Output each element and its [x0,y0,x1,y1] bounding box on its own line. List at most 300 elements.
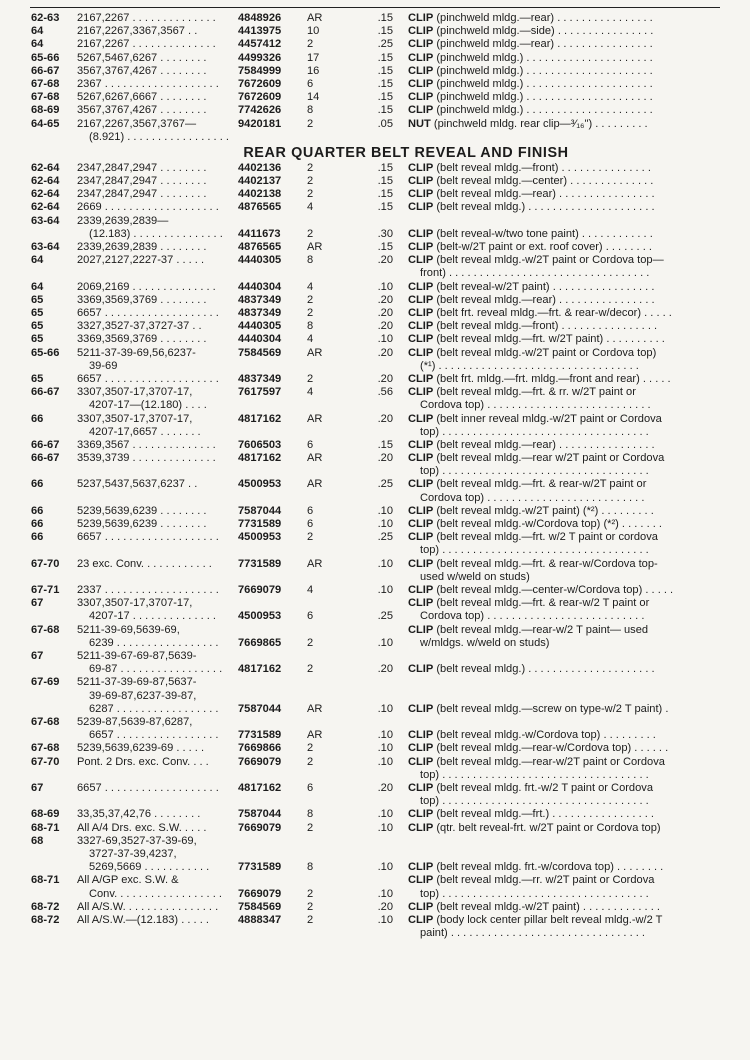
part-description [408,663,721,676]
quantity: 6 [307,518,314,531]
year-range: 66-67 [31,438,60,451]
model-line: 3369,3569,3769 . . . . . . . . [77,333,207,346]
quantity: 17 [307,51,320,64]
part-row [31,373,721,386]
model-line: All A/S.W. . . . . . . . . . . . . . . . [77,900,219,913]
description-line: CLIP (pinchweld mldg.—rear) . . . . . . . . . . . . . . . . [408,12,653,24]
part-description [408,175,721,188]
quantity: 2 [307,188,314,201]
description-line: CLIP (qtr. belt reveal-frt. w/2T paint or Cordova top) [408,821,661,834]
quantity: AR [307,478,323,491]
part-number: 4411673 [238,227,281,240]
part-type: CLIP [408,280,434,293]
part-number: 7731589 [238,729,282,742]
description-line: CLIP (pinchweld mldg.—rear) . . . . . . . . . . . . . . . . [408,38,653,51]
part-description [408,347,721,373]
part-row [31,413,721,439]
price: .25 [377,610,393,623]
part-type: CLIP [408,900,434,913]
year-range: 65 [31,293,44,306]
description-line: CLIP (belt reveal mldg.-w/Cordova top) . . . . . . . . . [408,729,656,742]
year-range: 67-68 [31,742,60,755]
part-type: CLIP [408,531,434,544]
model-line: 6657 . . . . . . . . . . . . . . . . . . . [77,531,219,544]
price: .15 [377,201,393,214]
year-range: 66 [31,412,44,425]
part-row [31,901,721,914]
part-number: 7669866 [238,742,282,755]
part-description [408,808,721,821]
year-range: 64 [31,254,44,267]
model-line: All A/S.W.—(12.183) . . . . . [77,913,209,926]
quantity: 2 [307,372,314,385]
part-description [408,38,721,51]
part-type: CLIP [408,781,434,794]
part-type: CLIP [408,386,434,399]
quantity: AR [307,729,323,742]
price: .20 [377,452,393,465]
quantity: AR [307,12,323,24]
part-type: CLIP [408,623,434,636]
model-line: 2339,2639,2839 . . . . . . . . [77,241,207,254]
quantity: 6 [307,781,314,794]
year-range: 68-72 [31,900,60,913]
price: .10 [377,808,393,821]
quantity: 2 [307,900,314,913]
quantity: 16 [307,64,320,77]
model-line: 5211-39-69,5639-69, [77,623,180,636]
quantity: 2 [307,161,314,174]
part-number: 4817162 [238,452,282,465]
year-range: 66-67 [31,452,60,465]
part-row [31,716,721,742]
part-description [408,373,721,386]
description-line: CLIP (belt reveal mldg.—frt. & rear-w/2T paint or [408,478,647,491]
part-description [408,505,721,518]
model-line: 5237,5437,5637,6237 . . [77,478,198,491]
part-row [31,386,721,412]
part-row [31,914,721,940]
price: .10 [377,861,393,874]
price: .20 [377,663,393,676]
part-type: CLIP [408,478,434,491]
price: .10 [377,887,393,900]
model-line: 3307,3507-17,3707-17, [77,386,193,399]
part-row [31,808,721,821]
description-line: CLIP (pinchweld mldg.—side) . . . . . . . . . . . . . . . . [408,25,654,38]
part-description [408,241,721,254]
part-number: 7606503 [238,438,282,451]
part-number: 4848926 [238,12,282,24]
model-line: 5211-39-67-69-87,5639- [77,650,197,662]
part-number: 4888347 [238,913,282,926]
part-number: 4876565 [238,201,282,214]
model-line: 2069,2169 . . . . . . . . . . . . . . [77,280,216,293]
part-row [31,558,721,584]
part-row [31,281,721,294]
year-range: 62-64 [31,175,60,188]
section-title: REAR QUARTER BELT REVEAL AND FINISH [243,144,569,161]
description-line: CLIP (pinchweld mldg.) . . . . . . . . . . . . . . . . . . . . . [408,77,653,90]
part-description [408,531,721,557]
year-range: 65-66 [31,346,60,359]
part-row [31,254,721,280]
part-row [31,822,721,835]
part-row [31,175,721,188]
model-line: 3307,3507-17,3707-17, [77,412,193,425]
quantity: 2 [307,293,314,306]
part-number: 7584999 [238,64,282,77]
price: .20 [377,781,393,794]
price: .10 [377,584,393,597]
part-number: 7669865 [238,636,282,649]
year-range: 67-68 [31,715,60,728]
description-line: CLIP (belt reveal mldg.—rear-w/2 T paint— used [408,623,649,636]
price: .15 [377,188,393,201]
year-range: 68-72 [31,913,60,926]
description-line: CLIP (belt reveal mldg.-w/2T paint or Cordova top— [408,254,664,267]
part-number: 4837349 [238,372,282,385]
year-range: 65 [31,333,44,346]
description-line: front) . . . . . . . . . . . . . . . . . . . . . . . . . . . . . . . . . [420,267,650,280]
description-line: CLIP (belt reveal mldg.-w/Cordova top) (*²) . . . . . . . [408,518,663,531]
part-description [408,518,721,531]
part-number: 9420181 [238,117,282,130]
part-description [408,188,721,201]
year-range: 67 [31,650,44,662]
part-row [31,478,721,504]
part-type: CLIP [408,201,434,214]
part-type: NUT [408,117,431,130]
part-description [408,12,721,25]
part-number: 4500953 [238,610,282,623]
description-line: w/mldgs. w/weld on studs) [420,636,550,649]
model-line: 5211-37-39-69-87,5637- [77,676,197,689]
part-number: 7669079 [238,887,282,900]
description-line: CLIP (belt reveal mldg.—screw on type-w/2 T paint) . [408,702,669,715]
part-number: 4837349 [238,306,282,319]
description-line: CLIP (pinchweld mldg.) . . . . . . . . . . . . . . . . . . . . . [408,51,653,64]
price: .20 [377,254,393,267]
part-row [31,307,721,320]
part-type: CLIP [408,254,434,267]
part-number: 4440305 [238,254,282,267]
part-type: CLIP [408,51,434,64]
part-number: 7584569 [238,346,282,359]
model-line: 6239 . . . . . . . . . . . . . . . . . [89,636,219,649]
part-row [31,162,721,175]
year-range: 64 [31,25,44,38]
model-line: 2167,2267 . . . . . . . . . . . . . . [77,38,216,51]
part-row [31,584,721,597]
quantity: 14 [307,91,320,104]
description-line: CLIP (belt-w/2T paint or ext. roof cover) . . . . . . . . [408,241,652,254]
part-row [31,215,721,241]
year-range: 67-70 [31,755,60,768]
model-line: 6657 . . . . . . . . . . . . . . . . . . . [77,306,219,319]
price: .15 [377,104,393,117]
quantity: 10 [307,25,320,38]
part-type: CLIP [408,12,434,24]
price: .15 [377,77,393,90]
year-range: 67-71 [31,584,60,597]
description-line: CLIP (belt reveal mldg.) . . . . . . . . . . . . . . . . . . . . . [408,201,655,214]
model-line: 2339,2639,2839— [77,214,169,227]
quantity: 2 [307,175,314,188]
price: .25 [377,478,393,491]
price: .20 [377,346,393,359]
price: .10 [377,755,393,768]
part-row [31,241,721,254]
price: .15 [377,438,393,451]
part-type: CLIP [408,77,434,90]
model-line: 5269,5669 . . . . . . . . . . . [89,861,210,874]
part-description [408,162,721,175]
part-type: CLIP [408,241,434,254]
quantity: 8 [307,254,314,267]
model-line: 33,35,37,42,76 . . . . . . . . [77,808,201,821]
year-range: 65-66 [31,51,60,64]
year-range: 66 [31,531,44,544]
model-line: (12.183) . . . . . . . . . . . . . . . [89,227,223,240]
model-line: 2347,2847,2947 . . . . . . . . [77,161,207,174]
part-row [31,52,721,65]
part-description [408,874,721,900]
part-number: 7731589 [238,557,282,570]
part-number: 4402137 [238,175,282,188]
model-line: 2167,2267 . . . . . . . . . . . . . . [77,12,216,24]
price: .10 [377,702,393,715]
description-line: CLIP (belt reveal mldg.—frt. & rear-w/Cordova top- [408,557,658,570]
part-row [31,782,721,808]
year-range: 65 [31,306,44,319]
quantity: 2 [307,821,314,834]
part-number: 7669079 [238,755,282,768]
part-type: CLIP [408,38,434,51]
part-type: CLIP [408,663,434,676]
quantity: 2 [307,38,314,51]
part-description [408,597,721,623]
description-line: NUT (pinchweld mldg. rear clip—³⁄₁₆") . . . . . . . . . [408,117,648,130]
model-line: 4207-17,6657 . . . . . . . [89,425,201,438]
description-line: CLIP (belt inner reveal mldg.-w/2T paint or Cordova [408,412,662,425]
description-line: CLIP (body lock center pillar belt reveal mldg.-w/2 T [408,913,663,926]
quantity: 4 [307,386,314,399]
part-description [408,478,721,504]
description-line: CLIP (belt reveal mldg.-w/2T paint) (*²) . . . . . . . . . [408,504,654,517]
part-type: CLIP [408,504,434,517]
part-description [408,782,721,808]
part-type: CLIP [408,742,434,755]
description-line: CLIP (belt reveal mldg.—rear) . . . . . . . . . . . . . . . . [408,293,655,306]
quantity: AR [307,412,323,425]
model-line: 3327-69,3527-37-39-69, [77,834,197,847]
part-type: CLIP [408,913,434,926]
quantity: 2 [307,636,314,649]
model-line: 4207-17 . . . . . . . . . . . . . . [89,610,217,623]
description-line: CLIP (belt reveal-w/two tone paint) . . . . . . . . . . . . [408,227,653,240]
part-number: 4457412 [238,38,282,51]
part-row [31,650,721,676]
year-range: 62-64 [31,201,60,214]
part-type: CLIP [408,702,434,715]
quantity: 6 [307,610,314,623]
part-description [408,756,721,782]
part-type: CLIP [408,729,434,742]
part-type: CLIP [408,161,434,174]
description-line: CLIP (belt reveal mldg.—center-w/Cordova top) . . . . . [408,584,674,597]
part-number: 7669079 [238,821,282,834]
year-range: 63-64 [31,214,60,227]
part-row [31,742,721,755]
part-description [408,452,721,478]
part-number: 7742626 [238,104,282,117]
part-row [31,756,721,782]
model-line: Conv. . . . . . . . . . . . . . . . . . [89,887,222,900]
price: .10 [377,504,393,517]
price: .20 [377,320,393,333]
part-description [408,558,721,584]
part-number: 4413975 [238,25,282,38]
part-type: CLIP [408,557,434,570]
part-type: CLIP [408,597,434,610]
part-description [408,254,721,280]
part-row [31,518,721,531]
part-row [31,597,721,623]
part-number: 7587044 [238,808,282,821]
model-line: 2367 . . . . . . . . . . . . . . . . . . . [77,77,219,90]
part-description [408,65,721,78]
part-number: 4402138 [238,188,282,201]
part-row [31,104,721,117]
description-line: CLIP (belt reveal-w/2T paint) . . . . . . . . . . . . . . . . . [408,280,655,293]
model-line: 5211-37-39-69,56,6237- [77,346,196,359]
model-line: 3727-37-39,4237, [89,847,177,860]
part-number: 4440304 [238,333,282,346]
part-type: CLIP [408,25,434,38]
year-range: 68-69 [31,808,60,821]
description-line: CLIP (belt reveal mldg.-w/2T paint or Cordova top) [408,346,657,359]
model-line: 2337 . . . . . . . . . . . . . . . . . . . [77,584,219,597]
model-line: 5239,5639,6239-69 . . . . . [77,742,205,755]
price: .10 [377,742,393,755]
part-description [408,703,721,716]
model-line: All A/4 Drs. exc. S.W. . . . . [77,821,207,834]
part-number: 4876565 [238,241,282,254]
quantity: AR [307,557,323,570]
description-line: CLIP (belt reveal mldg.—rear-w/2T paint or Cordova [408,755,665,768]
part-type: CLIP [408,306,434,319]
part-number: 7587044 [238,504,282,517]
part-number: 7584569 [238,900,282,913]
model-line: (8.921) . . . . . . . . . . . . . . . . . [89,130,229,143]
price: .15 [377,64,393,77]
model-line: 2669 . . . . . . . . . . . . . . . . . . . [77,201,219,214]
part-number: 7731589 [238,518,282,531]
quantity: 2 [307,117,314,130]
part-description [408,439,721,452]
description-line: CLIP (belt reveal mldg. frt.-w/cordova top) . . . . . . . . [408,861,664,874]
part-description [408,901,721,914]
quantity: 2 [307,887,314,900]
price: .10 [377,557,393,570]
model-line: Pont. 2 Drs. exc. Conv. . . . [77,755,209,768]
part-description [408,413,721,439]
part-type: CLIP [408,293,434,306]
part-row [31,25,721,38]
description-line: top) . . . . . . . . . . . . . . . . . . . . . . . . . . . . . . . . . . [420,465,649,478]
price: .15 [377,25,393,38]
part-number: 7669079 [238,584,282,597]
model-line: 39-69 [89,359,118,372]
part-row [31,320,721,333]
part-description [408,584,721,597]
quantity: 8 [307,320,314,333]
description-line: used w/weld on studs) [420,570,530,583]
quantity: 2 [307,742,314,755]
part-number: 4500953 [238,531,282,544]
part-description [408,624,721,650]
part-description [408,822,721,835]
description-line: CLIP (belt frt. reveal mldg.—frt. & rear-w/decor) . . . . . [408,306,672,319]
part-type: CLIP [408,333,434,346]
part-row [31,201,721,214]
quantity: 4 [307,333,314,346]
part-type: CLIP [408,64,434,77]
year-range: 68-71 [31,821,60,834]
price: .15 [377,161,393,174]
part-number: 4499326 [238,51,282,64]
description-line: CLIP (belt reveal mldg.) . . . . . . . . . . . . . . . . . . . . . [408,663,655,676]
description-line: CLIP (belt reveal mldg.-w/2T paint) . . . . . . . . . . . . . [408,900,660,913]
price: .10 [377,333,393,346]
description-line: CLIP (belt reveal mldg.—rear) . . . . . . . . . . . . . . . . [408,438,655,451]
part-row [31,65,721,78]
model-line: 3369,3567 . . . . . . . . . . . . . . [77,438,216,451]
description-line: top) . . . . . . . . . . . . . . . . . . . . . . . . . . . . . . . . . . [420,795,649,808]
part-row [31,874,721,900]
part-description [408,91,721,104]
year-range: 62-64 [31,161,60,174]
description-line: CLIP (belt reveal mldg.—rear w/2T paint or Cordova [408,452,665,465]
model-line: 4207-17—(12.180) . . . . [89,399,207,412]
price: .10 [377,636,393,649]
year-range: 67 [31,781,44,794]
part-description [408,307,721,320]
year-range: 64-65 [31,117,60,130]
price: .15 [377,241,393,254]
part-number: 4402136 [238,161,282,174]
part-type: CLIP [408,861,434,874]
year-range: 62-63 [31,12,60,24]
description-line: CLIP (pinchweld mldg.) . . . . . . . . . . . . . . . . . . . . . [408,64,653,77]
model-line: 3567,3767,4267 . . . . . . . . [77,64,207,77]
model-line: 2347,2847,2947 . . . . . . . . [77,175,207,188]
description-line: CLIP (belt reveal mldg.—center) . . . . . . . . . . . . . . [408,175,654,188]
model-line: 2347,2847,2947 . . . . . . . . [77,188,207,201]
price: .20 [377,306,393,319]
year-range: 67-69 [31,676,60,689]
part-type: CLIP [408,188,434,201]
part-type: CLIP [408,584,434,597]
quantity: 8 [307,808,314,821]
part-row [31,91,721,104]
part-number: 4500953 [238,478,282,491]
year-range: 68 [31,834,44,847]
year-range: 65 [31,372,44,385]
year-range: 66 [31,518,44,531]
model-line: 6657 . . . . . . . . . . . . . . . . . . . [77,781,219,794]
